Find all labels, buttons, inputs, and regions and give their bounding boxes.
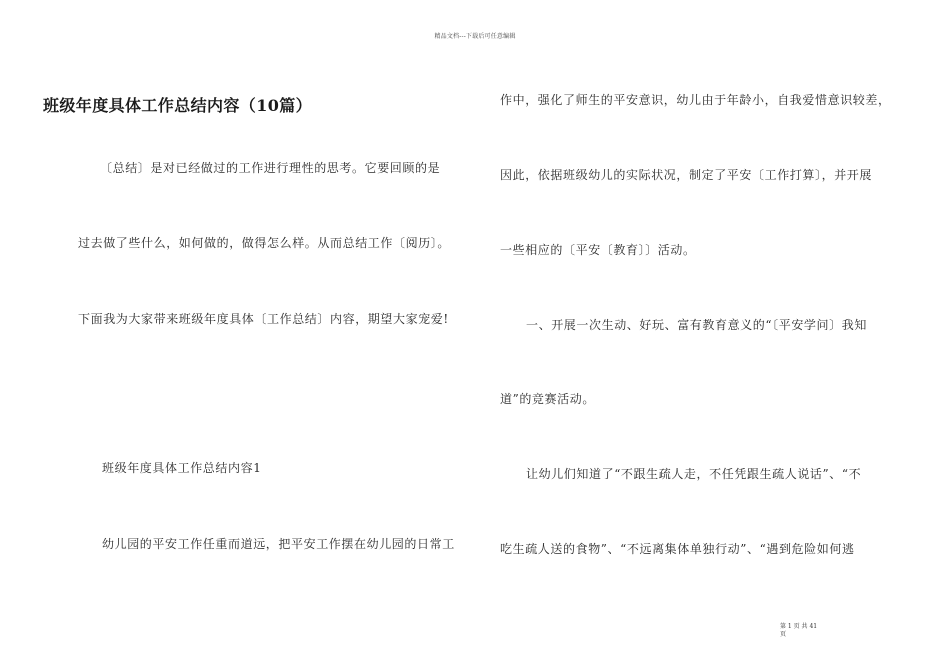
paragraph-line: 一些相应的〔平安〔教育〕〕活动。 [500, 243, 696, 257]
section-heading: 班级年度具体工作总结内容1 [102, 461, 262, 475]
paragraph-line: 幼儿园的平安工作任重而道远，把平安工作摆在幼儿园的日常工 [102, 537, 455, 551]
paragraph-line: 一、开展一次生动、好玩、富有教育意义的“〔平安学问〕我知 [526, 318, 867, 332]
page-header-note: 精品文档---下载后可任意编辑 [434, 33, 516, 40]
page-number [780, 623, 840, 639]
paragraph-line: 道”的竞赛活动。 [500, 392, 595, 406]
paragraph-line: 作中，强化了师生的平安意识，幼儿由于年龄小，自我爱惜意识较差， [500, 93, 891, 107]
paragraph-line: 过去做了些什么，如何做的，做得怎么样。从而总结工作〔阅历〕。 [78, 236, 451, 250]
paragraph-line: 因此，依据班级幼儿的实际状况，制定了平安〔工作打算〕，并开展 [500, 168, 873, 182]
page-number-line: 第 1 页 共 41 [780, 623, 818, 630]
paragraph-line: 〔总结〕是对已经做过的工作进行理性的思考。它要回顾的是 [100, 161, 441, 175]
paragraph-line: 吃生疏人送的食物”、“不远离集体单独行动”、“遇到危险如何逃 [500, 542, 855, 556]
paragraph-line: 下面我为大家带来班级年度具体〔工作总结〕内容，期望大家宠爱! [78, 312, 449, 326]
document-title: 班级年度具体工作总结内容（10篇） [43, 96, 313, 115]
page-number-line: 页 [780, 631, 787, 638]
paragraph-line: 让幼儿们知道了“不跟生疏人走，不任凭跟生疏人说话”、“不 [526, 467, 862, 481]
